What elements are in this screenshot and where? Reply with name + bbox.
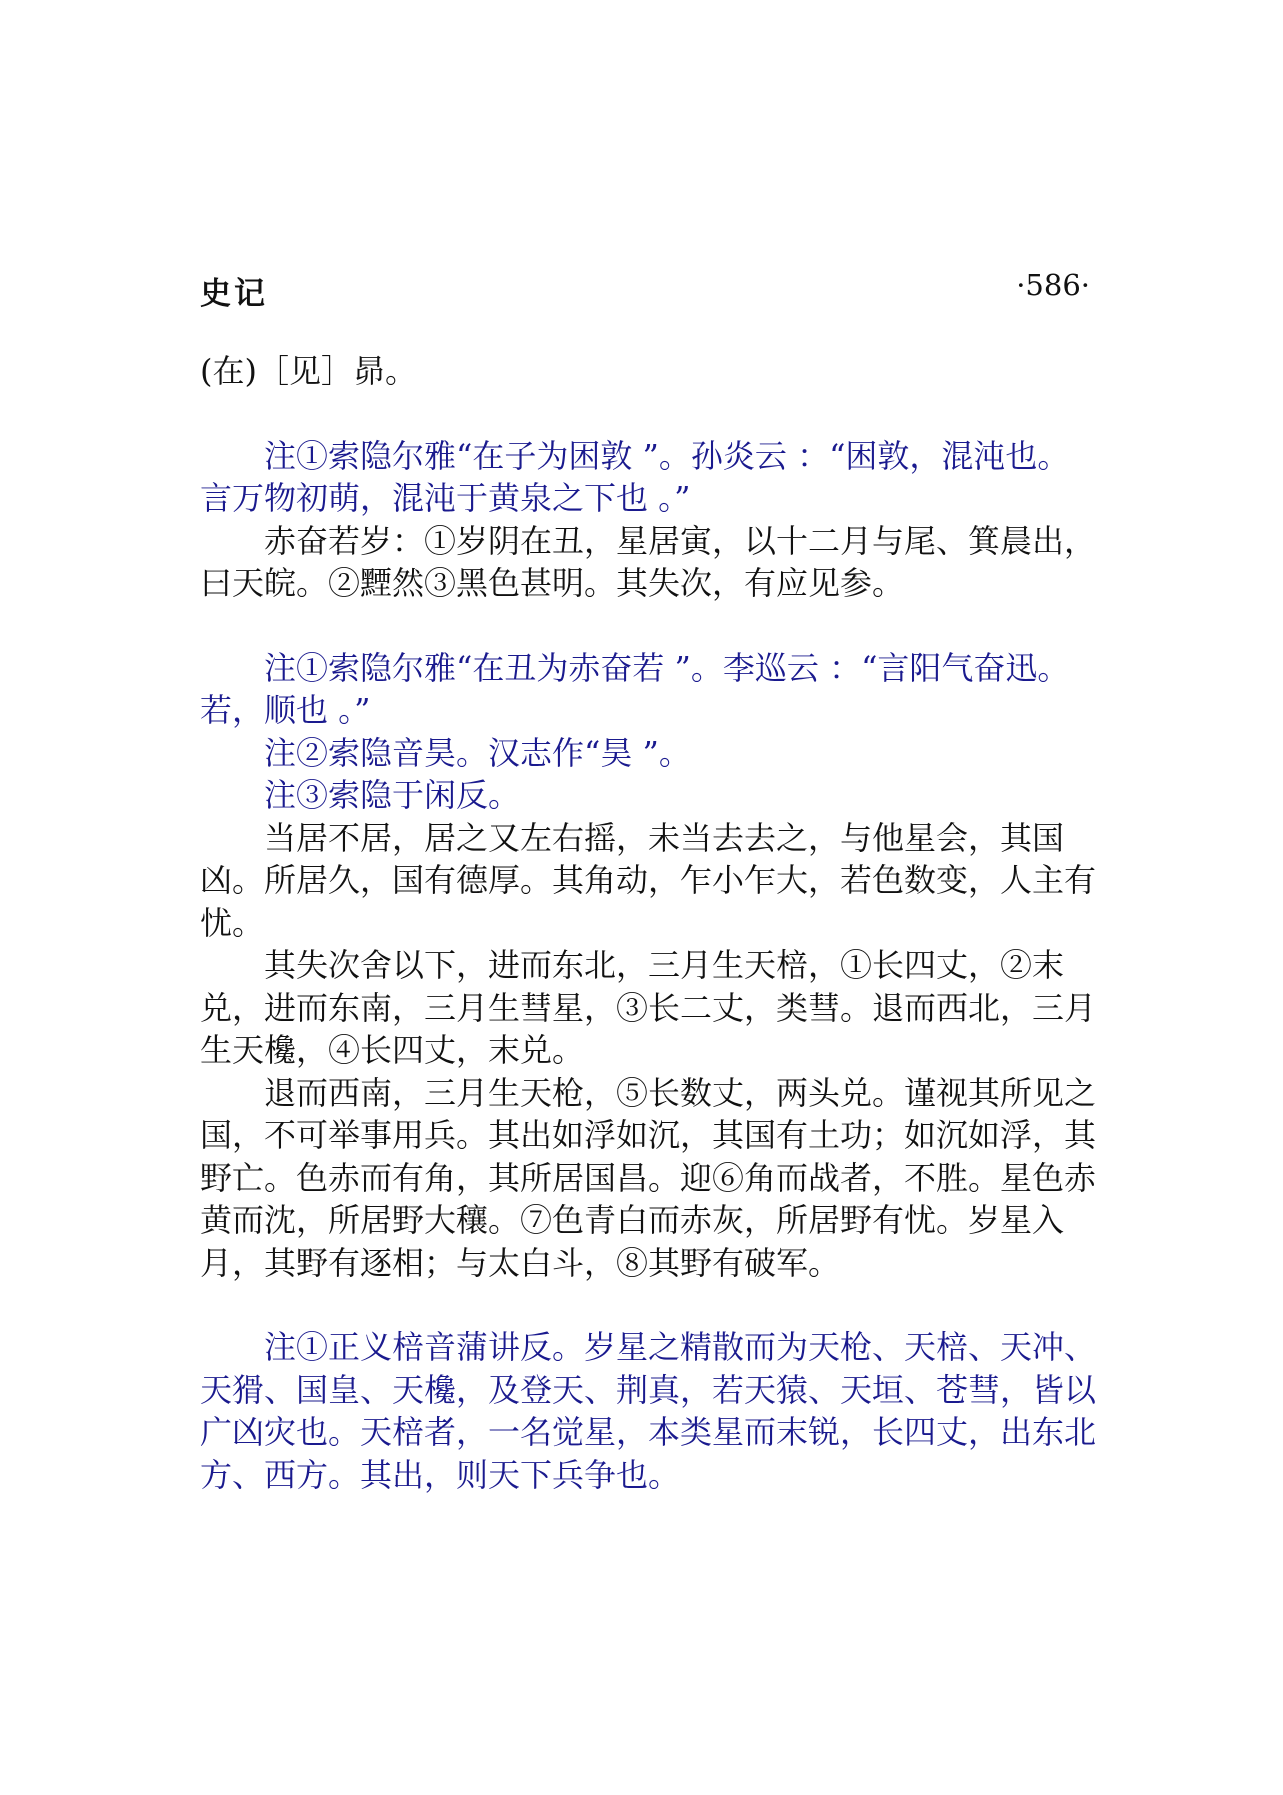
text-paragraph: 当居不居，居之又左右摇，未当去去之，与他星会，其国凶。所居久，国有德厚。其角动，乍小乍大，若色数变，人主有忧。 bbox=[200, 818, 1097, 942]
page-number: ·586· bbox=[1016, 268, 1090, 302]
text-paragraph: 赤奋若岁：①岁阴在丑，星居寅，以十二月与尾、箕晨出，曰天皖。②黫然③黑色甚明。其失次，有应见参。 bbox=[200, 521, 1097, 602]
text-paragraph: (在)［见］昴。 bbox=[200, 352, 417, 390]
annotation-paragraph: 注①索隐尔雅“在子为困敦 ”。孙炎云 ：“困敦，混沌也。言万物初萌，混沌于黄泉之下也 。” bbox=[200, 436, 1070, 517]
annotation-paragraph: 注②索隐音昊。汉志作“昊 ”。 bbox=[264, 733, 691, 772]
page-body bbox=[200, 350, 1100, 1496]
annotation-paragraph: 注③索隐于闲反。 bbox=[264, 776, 521, 814]
page-header bbox=[200, 268, 1090, 312]
book-title: 史记 bbox=[200, 276, 268, 312]
text-paragraph: 其失次舍以下，进而东北，三月生天棓，①长四丈，②末兑，进而东南，三月生彗星，③长二丈，类彗。退而西北，三月生天欃，④长四丈，末兑。 bbox=[200, 946, 1097, 1069]
annotation-paragraph: 注①正义棓音蒲讲反。岁星之精散而为天枪、天棓、天冲、天猾、国皇、天欃，及登天、荆真，若天猿、天垣、苍彗，皆以广凶灾也。天棓者，一名觉星，本类星而末锐，长四丈，出东北方、西方。其出，则天下兵争也。 bbox=[200, 1328, 1097, 1494]
annotation-paragraph: 注①索隐尔雅“在丑为赤奋若 ”。李巡云 ：“言阳气奋迅。若，顺也 。” bbox=[200, 648, 1070, 729]
text-paragraph: 退而西南，三月生天枪，⑤长数丈，两头兑。谨视其所见之国，不可举事用兵。其出如浮如沉，其国有土功；如沉如浮，其野亡。色赤而有角，其所居国昌。迎⑥角而战者，不胜。星色赤黄而沈，所居野大穰。⑦色青白而赤灰，所居野有忧。岁星入月，其野有逐相；与太白斗，⑧其野有破军。 bbox=[200, 1073, 1097, 1282]
